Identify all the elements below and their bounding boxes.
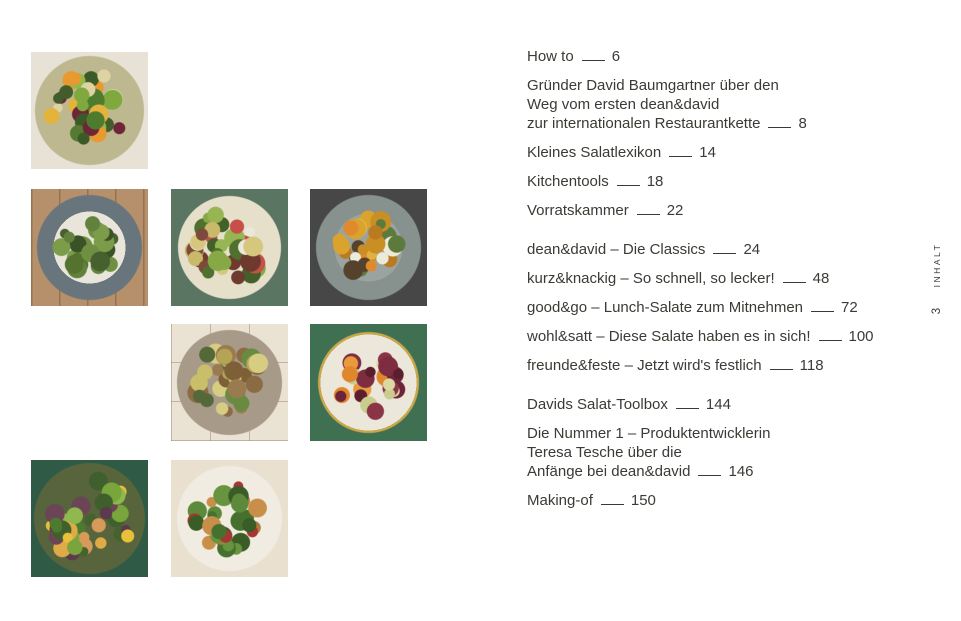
leader-rule [811,311,834,312]
leader-rule [582,60,605,61]
toc-section [527,240,874,375]
toc-entry [527,47,874,66]
toc-entry [527,76,874,133]
toc-entry-text: dean&david – Die Classics [527,241,706,258]
leader-rule [768,127,791,128]
toc-entry-text: Teresa Tesche über die [527,444,682,461]
toc-section [527,395,874,510]
toc-entry [527,395,874,414]
toc-entry-text: Kleines Salatlexikon [527,144,662,161]
toc-entry-text: kurz&knackig – So schnell, so lecker! [527,270,775,287]
leader-rule [669,156,692,157]
toc-entry-text: Davids Salat-Toolbox [527,396,668,413]
leader-rule [783,282,806,283]
toc-page-number: 6 [611,48,621,65]
toc-entry [527,172,874,191]
toc-entry-text: freunde&feste – Jetzt wird's festlich [527,357,762,374]
toc-page-number: 48 [812,270,830,287]
toc-entry [527,491,874,510]
toc-section [527,47,874,220]
page-number: 3 [931,307,943,315]
leader-rule [770,369,793,370]
salad-photo-8 [171,460,288,577]
toc-entry [527,269,874,288]
toc-page-number: 118 [799,357,824,374]
leader-rule [713,253,736,254]
toc-page-number: 72 [841,299,858,316]
toc-entry-text: good&go – Lunch-Salate zum Mitnehmen [527,299,804,316]
toc-page-number: 146 [728,463,754,480]
toc-page-number: 150 [630,492,656,509]
toc-entry [527,327,874,346]
salad-photo-1 [31,52,148,169]
toc-entry-text: Die Nummer 1 – Produktentwicklerin [527,425,771,442]
toc-entry-text: zur internationalen Restaurantkette [527,115,761,132]
toc-entry-text: Weg vom ersten dean&david [527,96,720,113]
leader-rule [617,185,640,186]
leader-rule [698,475,721,476]
salad-photo-2 [31,189,148,306]
toc-page-number: 144 [705,396,731,413]
toc-page-number: 14 [699,144,716,161]
leader-rule [819,340,842,341]
salad-photo-6 [310,324,427,441]
salad-photo-7 [31,460,148,577]
toc-entry-text: How to [527,48,574,65]
toc-entry [527,201,874,220]
table-of-contents [527,47,874,520]
toc-entry-text: Anfänge bei dean&david [527,463,691,480]
leader-rule [676,408,699,409]
toc-entry [527,298,874,317]
toc-page-number: 24 [743,241,761,258]
toc-entry-text: Kitchentools [527,173,609,190]
toc-entry-text: Vorratskammer [527,202,629,219]
toc-entry [527,143,874,162]
toc-entry [527,240,874,259]
toc-entry-text: Gründer David Baumgartner über den [527,77,779,94]
toc-entry-text: Making-of [527,492,593,509]
leader-rule [637,214,660,215]
toc-page-number: 18 [646,173,664,190]
toc-entry [527,356,874,375]
toc-page-number: 100 [848,328,874,345]
salad-photo-5 [171,324,288,441]
salad-photo-4 [310,189,427,306]
salad-photo-3 [171,189,288,306]
spine-inhalt-label: INHALT [932,242,942,288]
toc-entry [527,424,874,481]
toc-page-number: 22 [666,202,684,219]
toc-page-number: 8 [798,115,807,132]
toc-entry-text: wohl&satt – Diese Salate haben es in sich! [527,328,811,345]
leader-rule [601,504,624,505]
